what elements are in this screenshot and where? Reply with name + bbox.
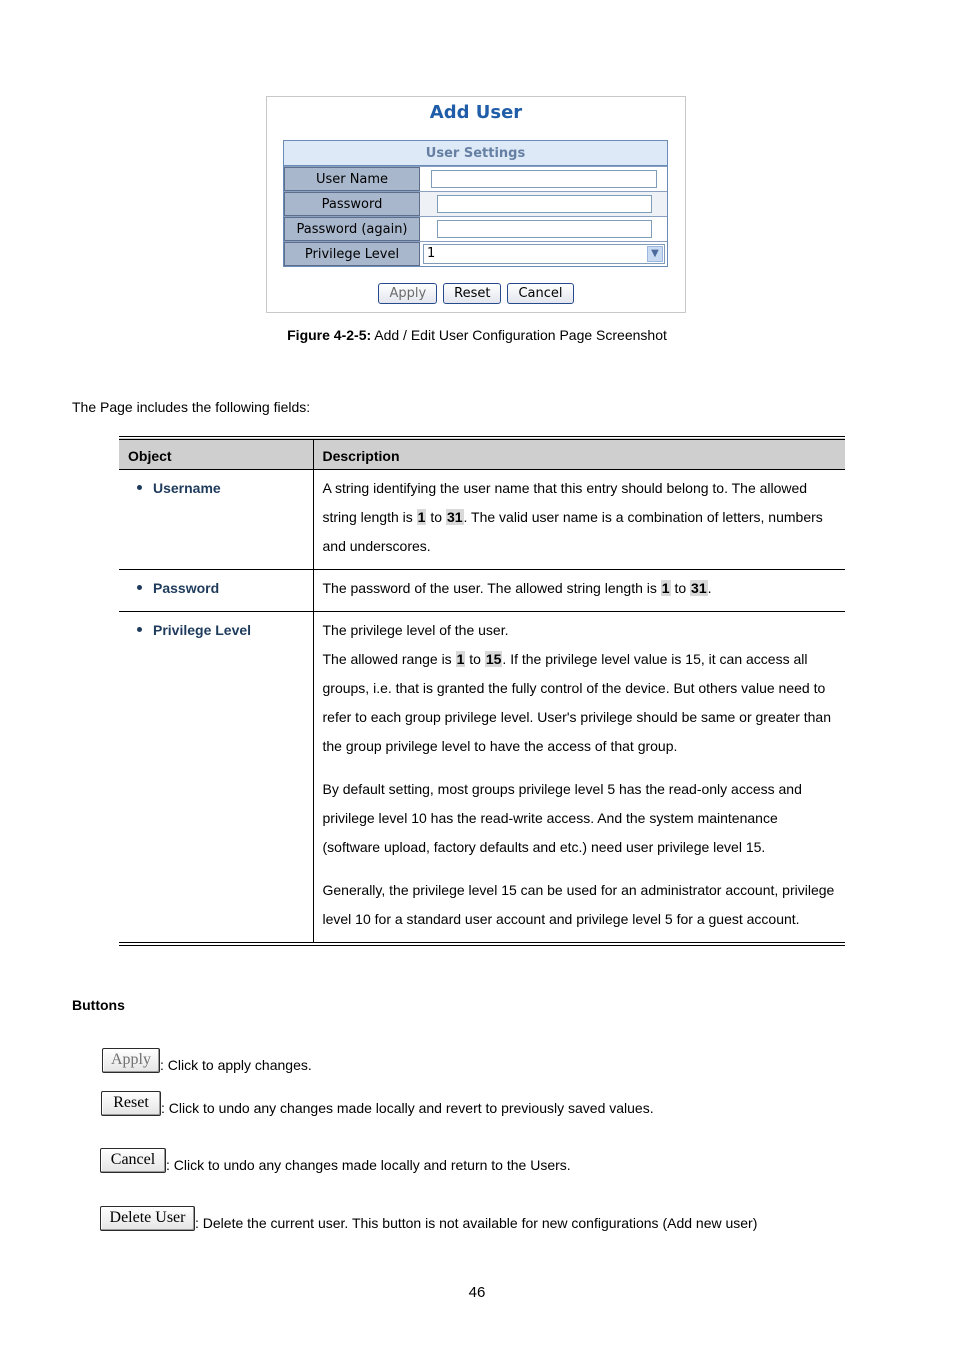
cancel-button-entry — [100, 1148, 571, 1173]
highlight-value: 31 — [446, 508, 463, 525]
desc-text: . The valid user name is a combination of letters, numbers and underscores. — [322, 508, 823, 554]
password-again-cell — [420, 217, 667, 241]
intro-text: The Page includes the following fields: — [72, 399, 311, 415]
highlight-value: 1 — [456, 650, 465, 667]
object-cell — [119, 611, 313, 944]
apply-button[interactable]: Apply — [378, 283, 437, 304]
cancel-button-description: : Click to undo any changes made locally and return to the Users. — [166, 1157, 571, 1173]
desc-text: The password of the user. The allowed string length is — [322, 579, 661, 596]
description-cell — [313, 569, 845, 611]
figure-caption-prefix: Figure 4-2-5: — [287, 327, 372, 343]
apply-button-sample[interactable]: Apply — [102, 1048, 160, 1073]
figure-caption — [0, 327, 954, 343]
paragraph-gap — [323, 761, 837, 775]
desc-text: to — [465, 650, 485, 667]
password-again-row — [284, 216, 667, 241]
table-row — [119, 469, 845, 569]
desc-text: The allowed range is — [322, 650, 456, 667]
buttons-heading: Buttons — [72, 997, 125, 1013]
privilege-level-cell — [420, 242, 667, 266]
table-header-row — [119, 438, 845, 469]
cancel-button-sample[interactable]: Cancel — [100, 1148, 166, 1173]
highlight-value: 31 — [691, 579, 707, 596]
apply-button-entry — [102, 1048, 312, 1073]
table-row — [119, 569, 845, 611]
privilege-level-value: 1 — [427, 246, 436, 261]
reset-button-entry — [101, 1091, 654, 1116]
delete-user-button-description: : Delete the current user. This button is not available for new configurations (Add new user) — [195, 1215, 758, 1231]
description-cell — [313, 611, 845, 944]
user-settings-header: User Settings — [284, 141, 667, 166]
description-column-header: Description — [313, 438, 845, 469]
user-name-row — [284, 166, 667, 191]
delete-user-button-sample[interactable]: Delete User — [100, 1206, 195, 1231]
desc-text: A string identifying the user name that this entry should belong to. The allowed string length is — [322, 479, 808, 525]
chevron-down-icon[interactable]: ▼ — [647, 246, 663, 262]
apply-button-description: : Click to apply changes. — [160, 1057, 312, 1073]
desc-text: By default setting, most groups privilege level 5 has the read-only access and privilege level 10 has the read-write access. And the system maintenance (software upload, factory defaults and etc.) need user privilege level 15. — [322, 780, 802, 855]
highlight-value: 15 — [485, 650, 502, 667]
bullet-icon — [137, 485, 142, 490]
password-again-input[interactable] — [437, 220, 652, 238]
desc-text: Generally, the privilege level 15 can be used for an administrator account, privilege level 10 for a standard user account and privilege level 5 for a guest account. — [322, 881, 835, 927]
add-user-screenshot — [266, 96, 686, 313]
highlight-value: 1 — [417, 508, 426, 525]
reset-button-sample[interactable]: Reset — [101, 1091, 161, 1116]
bullet-icon — [137, 585, 142, 590]
password-label: Password — [284, 192, 420, 216]
privilege-level-select[interactable] — [423, 244, 665, 264]
desc-text: to — [426, 508, 446, 525]
highlight-value: 1 — [661, 579, 670, 596]
form-buttons — [267, 283, 685, 304]
table-row — [119, 611, 845, 944]
user-settings-table — [283, 140, 668, 267]
password-input[interactable] — [437, 195, 652, 213]
object-cell — [119, 469, 313, 569]
password-cell — [420, 192, 667, 216]
object-name-username: Username — [153, 479, 221, 496]
reset-button[interactable]: Reset — [443, 283, 501, 304]
reset-button-description: : Click to undo any changes made locally and revert to previously saved values. — [161, 1100, 654, 1116]
privilege-level-label: Privilege Level — [284, 242, 420, 266]
description-cell — [313, 469, 845, 569]
user-name-cell — [420, 167, 667, 191]
desc-text: . If the privilege level value is 15, it can access all groups, i.e. that is granted the fully control of the device. But others value need to refer to each group privilege level. User's privilege should be same or greater than the group privilege level to have the access of that group. — [322, 650, 831, 754]
bullet-icon — [137, 627, 142, 632]
desc-text: The privilege level of the user. — [322, 621, 509, 638]
cancel-button[interactable]: Cancel — [507, 283, 573, 304]
add-user-title: Add User — [429, 102, 523, 123]
object-cell — [119, 569, 313, 611]
field-description-table — [119, 436, 845, 946]
object-name-privilege-level: Privilege Level — [153, 621, 252, 638]
user-name-label: User Name — [284, 167, 420, 191]
password-again-label: Password (again) — [284, 217, 420, 241]
desc-text: . — [707, 579, 712, 596]
desc-paragraph — [323, 645, 837, 761]
user-name-input[interactable] — [431, 170, 657, 188]
object-name-password: Password — [153, 579, 220, 596]
delete-user-button-entry — [100, 1206, 757, 1231]
desc-text: to — [670, 579, 691, 596]
object-column-header: Object — [119, 438, 313, 469]
figure-caption-text: Add / Edit User Configuration Page Screenshot — [371, 327, 667, 343]
paragraph-gap — [323, 862, 837, 876]
privilege-level-row — [284, 241, 667, 266]
password-row — [284, 191, 667, 216]
page-number: 46 — [468, 1284, 486, 1301]
